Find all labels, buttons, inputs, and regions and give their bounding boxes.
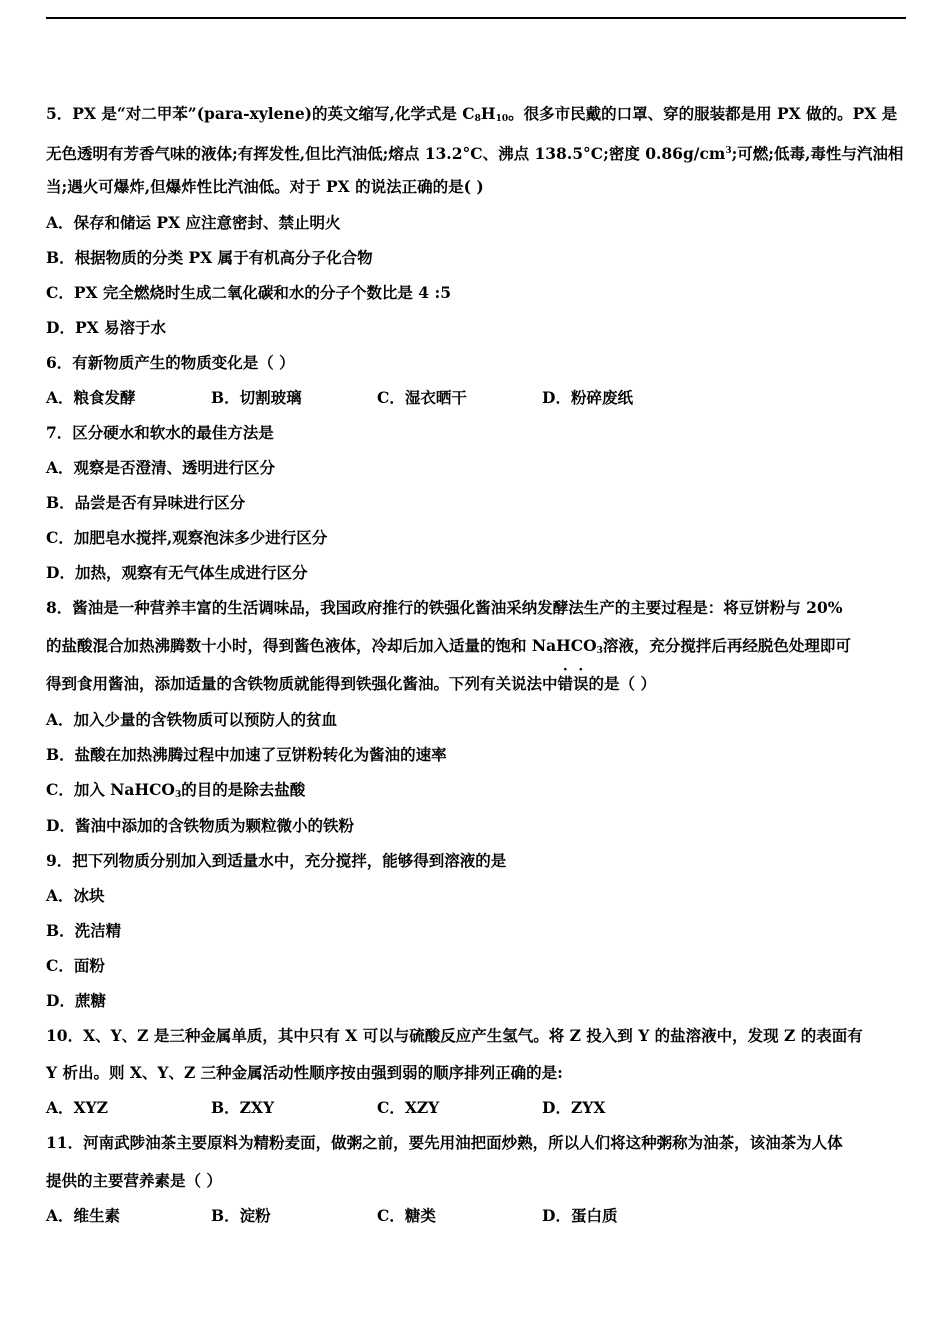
- header-rule: [46, 17, 906, 19]
- q10-stem-line2: Y 析出。则 X、Y、Z 三种金属活动性顺序按由强到弱的顺序排列正确的是:: [46, 1063, 563, 1082]
- q10-option-a: A．XYZ: [46, 1098, 108, 1117]
- q5-option-b: B．根据物质的分类 PX 属于有机高分子化合物: [46, 248, 373, 267]
- q11-option-d: D．蛋白质: [542, 1206, 618, 1225]
- q9-option-c: C．面粉: [46, 956, 105, 975]
- q8-option-a: A．加入少量的含铁物质可以预防人的贫血: [46, 710, 338, 729]
- q9-option-d: D．蔗糖: [46, 991, 106, 1010]
- q8-option-c: C．加入 NaHCO$_3$的目的是除去盐酸: [46, 780, 306, 800]
- q5-stem-line2: 无色透明有芳香气味的液体;有挥发性,但比汽油低;熔点 13.2°C、沸点 138.5°C;密度 $0.86g/cm^3$;可燃;低毒,毒性与汽油相: [46, 144, 904, 163]
- q5-stem-line3: 当;遇火可爆炸,但爆炸性比汽油低。对于 PX 的说法正确的是( ): [46, 177, 484, 196]
- q10-option-b: B．ZXY: [211, 1098, 275, 1117]
- q10-option-d: D．ZYX: [542, 1098, 606, 1117]
- q8-stem-line3: 得到食用酱油，添加适量的含铁物质就能得到铁强化酱油。下列有关说法中错误的是（ ）: [46, 674, 656, 693]
- q11-stem-line1: 11．河南武陟油茶主要原料为精粉麦面，做粥之前，要先用油把面炒熟，所以人们将这种粥称为油茶，该油茶为人体: [46, 1133, 843, 1152]
- q7-option-d: D．加热，观察有无气体生成进行区分: [46, 563, 308, 582]
- q6-stem: 6．有新物质产生的物质变化是（ ）: [46, 353, 295, 372]
- q8-option-b: B．盐酸在加热沸腾过程中加速了豆饼粉转化为酱油的速率: [46, 745, 447, 764]
- q10-stem-line1: 10．X、Y、Z 是三种金属单质，其中只有 X 可以与硫酸反应产生氢气。将 Z 投入到 Y 的盐溶液中，发现 Z 的表面有: [46, 1026, 863, 1045]
- q5-option-a: A．保存和储运 PX 应注意密封、禁止明火: [46, 213, 341, 232]
- q11-option-b: B．淀粉: [211, 1206, 271, 1225]
- q6-option-b: B．切割玻璃: [211, 388, 302, 407]
- q7-stem: 7．区分硬水和软水的最佳方法是: [46, 423, 274, 442]
- q11-option-a: A．维生素: [46, 1206, 121, 1225]
- q9-option-a: A．冰块: [46, 886, 105, 905]
- q8-stem-line1: 8．酱油是一种营养丰富的生活调味品，我国政府推行的铁强化酱油采纳发酵法生产的主要过程是：将豆饼粉与 20%: [46, 598, 843, 617]
- q7-option-b: B．品尝是否有异味进行区分: [46, 493, 246, 512]
- q7-option-a: A．观察是否澄清、透明进行区分: [46, 458, 276, 477]
- q5-option-c: C．PX 完全燃烧时生成二氧化碳和水的分子个数比是 4 :5: [46, 283, 451, 302]
- q11-stem-line2: 提供的主要营养素是（ ）: [46, 1171, 222, 1190]
- q5-option-d: D．PX 易溶于水: [46, 318, 167, 337]
- q6-option-a: A．粮食发酵: [46, 388, 136, 407]
- q8-option-d: D．酱油中添加的含铁物质为颗粒微小的铁粉: [46, 816, 354, 835]
- emphasis-dot-char: 错: [557, 674, 574, 693]
- q8-stem-line2: 的盐酸混合加热沸腾数十小时，得到酱色液体，冷却后加入适量的饱和 NaHCO$_3$溶液，充分搅拌后再经脱色处理即可: [46, 636, 851, 656]
- q5-stem-line1: 5．PX 是“对二甲苯”(para-xylene)的英文缩写,化学式是 $C_8H_{10}$。很多市民戴的口罩、穿的服装都是用 PX 做的。PX 是: [46, 104, 898, 124]
- q9-stem: 9．把下列物质分别加入到适量水中，充分搅拌，能够得到溶液的是: [46, 851, 507, 870]
- q9-option-b: B．洗洁精: [46, 921, 122, 940]
- q6-option-d: D．粉碎废纸: [542, 388, 633, 407]
- q11-option-c: C．糖类: [377, 1206, 436, 1225]
- emphasis-dot-char: 误: [573, 674, 589, 693]
- q6-option-c: C．湿衣晒干: [377, 388, 467, 407]
- q10-option-c: C．XZY: [377, 1098, 440, 1117]
- q7-option-c: C．加肥皂水搅拌,观察泡沫多少进行区分: [46, 528, 328, 547]
